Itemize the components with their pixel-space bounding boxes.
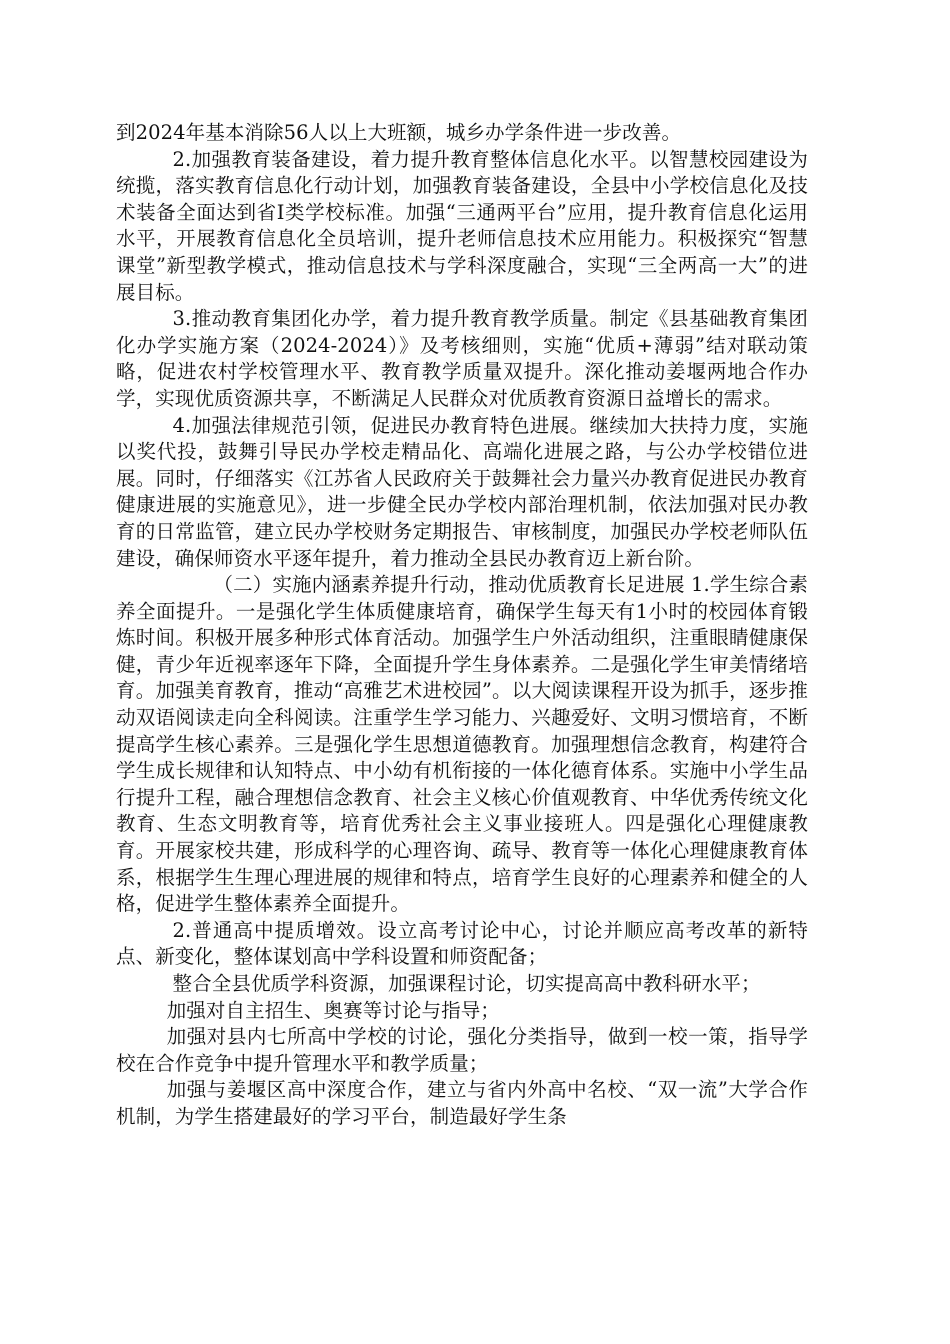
paragraph-group-schooling: 3.推动教育集团化办学，着力提升教育教学质量。制定《县基础教育集团化办学实施方案（2024-2024）》及考核细则，实施“优质+薄弱”结对联动策略，促进农村学校管理水平、教育教学质量双提升。深化推动姜堰两地合作办学，实现优质资源共享，不断满足人民群众对优质教育资源日益增长的需求。	[116, 307, 808, 410]
paragraph-education-equipment: 2.加强教育装备建设，着力提升教育整体信息化水平。以智慧校园建设为统揽，落实教育信息化行动计划，加强教育装备建设，全县中小学校信息化及技术装备全面达到省Ⅰ类学校标准。加强“三通两平台”应用，提升教育信息化运用水平，开展教育信息化全员培训，提升老师信息技术应用能力。积极探究“智慧课堂”新型教学模式，推动信息技术与学科深度融合，实现“三全两高一大”的进展目标。	[116, 147, 808, 304]
document-body	[116, 120, 808, 1131]
paragraph-cooperation: 加强与姜堰区高中深度合作，建立与省内外高中名校、“双一流”大学合作机制，为学生搭建最好的学习平台，制造最好学生条	[116, 1078, 808, 1128]
paragraph-continuation: 到2024年基本消除56人以上大班额，城乡办学条件进一步改善。	[116, 121, 682, 144]
paragraph-section-two-student-literacy: （二）实施内涵素养提升行动，推动优质教育长足进展 1.学生综合素养全面提升。一是强化学生体质健康培育，确保学生每天有1小时的校园体育锻炼时间。积极开展多种形式体育活动。加强学生户外活动组织，注重眼睛健康保健，青少年近视率逐年下降，全面提升学生身体素养。二是强化学生审美情绪培育。加强美育教育，推动“高雅艺术进校园”。以大阅读课程开设为抓手，逐步推动双语阅读走向全科阅读。注重学生学习能力、兴趣爱好、文明习惯培育，不断提高学生核心素养。三是强化学生思想道德教育。加强理想信念教育，构建符合学生成长规律和认知特点、中小幼有机衔接的一体化德育体系。实施中小学生品行提升工程，融合理想信念教育、社会主义核心价值观教育、中华优秀传统文化教育、生态文明教育等，培育优秀社会主义事业接班人。四是强化心理健康教育。开展家校共建，形成科学的心理咨询、疏导、教育等一体化心理健康教育体系，根据学生生理心理进展的规律和特点，培育学生良好的心理素养和健全的人格，促进学生整体素养全面提升。	[116, 573, 808, 916]
paragraph-seven-high-schools: 加强对县内七所高中学校的讨论，强化分类指导，做到一校一策，指导学校在合作竞争中提升管理水平和教学质量；	[116, 1025, 808, 1075]
paragraph-autonomous-enrollment: 加强对自主招生、奥赛等讨论与指导；	[166, 998, 500, 1022]
paragraph-integrate-resources: 整合全县优质学科资源，加强课程讨论，切实提高高中教科研水平；	[172, 972, 761, 995]
paragraph-private-education: 4.加强法律规范引领，促进民办教育特色进展。继续加大扶持力度，实施以奖代投，鼓舞引导民办学校走精品化、高端化进展之路，与公办学校错位进展。同时，仔细落实《江苏省人民政府关于鼓舞社会力量兴办教育促进民办教育健康进展的实施意见》，进一步健全民办学校内部治理机制，依法加强对民办教育的日常监管，建立民办学校财务定期报告、审核制度，加强民办学校老师队伍建设，确保师资水平逐年提升，着力推动全县民办教育迈上新台阶。	[116, 413, 808, 570]
paragraph-high-school-quality: 2.普通高中提质增效。设立高考讨论中心，讨论并顺应高考改革的新特点、新变化，整体谋划高中学科设置和师资配备；	[116, 918, 808, 969]
